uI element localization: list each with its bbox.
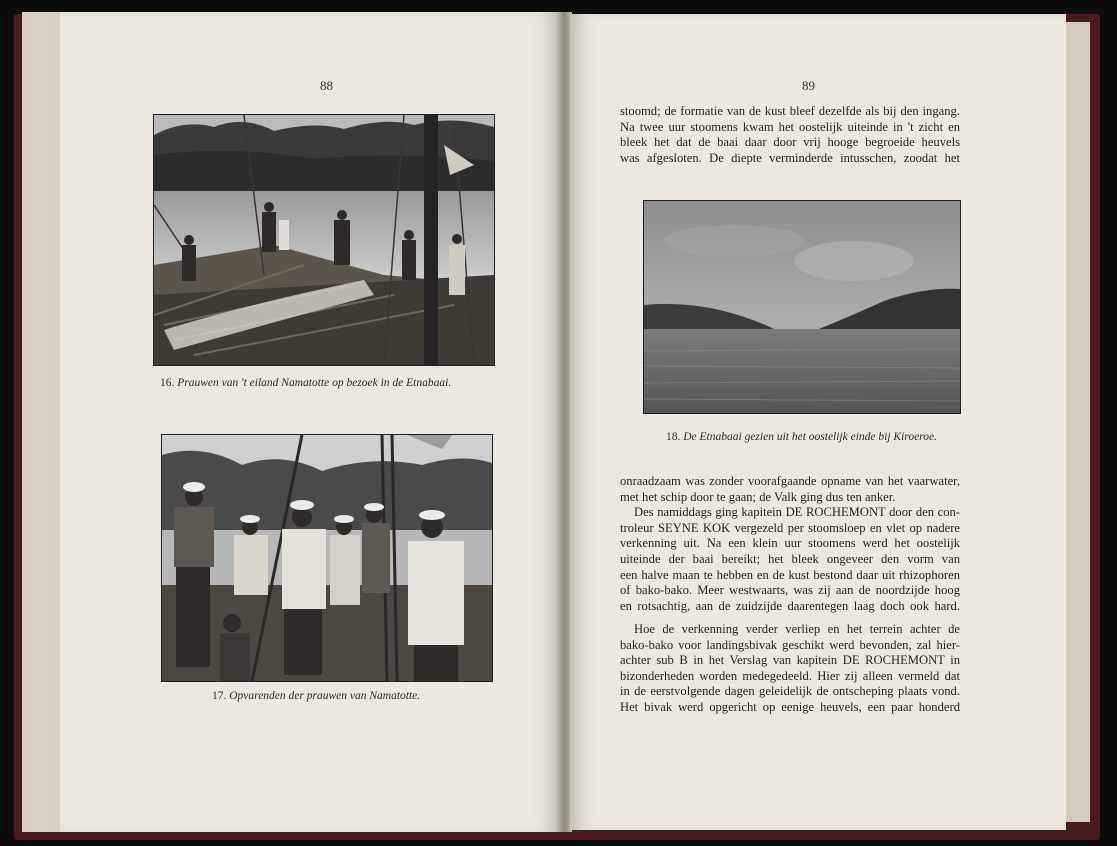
right-page: [570, 14, 1066, 830]
text-line: was afgesloten. De diepte verminderde intusschen, zoodat het: [620, 150, 960, 165]
text-line: Des namiddags ging kapitein DE ROCHEMONT door den con-: [634, 505, 960, 520]
text-line: bizonderheden worden medegedeeld. Hier zij alleen vermeld dat: [620, 668, 960, 683]
text-line: Het bivak werd opgericht op eenige heuvels, een paar honderd: [620, 699, 960, 714]
figure-18-photo: [643, 200, 961, 414]
figure-16-image: [154, 115, 494, 365]
figure-18-caption-text: De Etnabaai gezien uit het oostelijk einde bij Kiroeroe.: [683, 431, 937, 443]
figure-17-caption-text: Opvarenden der prauwen van Namatotte.: [229, 690, 421, 702]
page-number-right: 89: [802, 78, 815, 93]
left-page: [60, 12, 558, 832]
page-edges-right: [1066, 22, 1090, 822]
text-line: verkenning uit. Na een klein uur stoomens werd het oostelijk: [620, 536, 960, 551]
text-line: uiteinde der baai bereikt; het bleek ongeveer den vorm van: [620, 551, 960, 566]
text-line: in de eerstvolgende dagen geleidelijk de ontscheping plaats vond.: [620, 684, 960, 699]
text-line: of bako-bako. Meer westwaarts, was zij aan de noordzijde hoog: [620, 583, 960, 598]
text-line: onraadzaam was zonder voorafgaande opname van het vaarwater,: [620, 474, 960, 488]
text-line: troleur SEYNE KOK vergezeld per stoomsloep en vlet op nadere: [620, 520, 960, 535]
figure-17-photo: [161, 434, 493, 682]
figure-18-image: [644, 201, 960, 413]
figure-16-number: 16.: [160, 377, 175, 389]
text-line: stoomd; de formatie van de kust bleef dezelfde als bij den ingang.: [620, 104, 960, 118]
text-line: Na twee uur stoomens kwam het oostelijk uiteinde in 't zicht en: [620, 119, 960, 134]
figure-16-caption-text: Prauwen van 't eiland Namatotte op bezoek in de Etnabaai.: [177, 377, 452, 389]
figure-16-caption: [160, 377, 451, 389]
figure-17-image: [162, 435, 492, 681]
text-line: bleek het dat de baai daar door vrij hooge begroeide heuvels: [620, 135, 960, 150]
text-line: met het schip door te gaan; de Valk ging dus ten anker.: [620, 489, 896, 504]
page-number-left: 88: [320, 78, 333, 93]
figure-17-number: 17.: [212, 690, 227, 702]
figure-17-caption: [212, 690, 420, 702]
page-edges-left: [22, 12, 62, 832]
text-line: een halve maan te hebben en de kust bestond daar uit rhizophoren: [620, 567, 960, 582]
text-line: en rotsachtig, aan de zuidzijde daarentegen laag doch ook hard.: [620, 598, 960, 613]
paragraph-top: [620, 104, 960, 166]
figure-16-photo: [153, 114, 495, 366]
figure-18-number: 18.: [666, 431, 681, 443]
text-line: achter sub B in het Verslag van kapitein DE ROCHEMONT in: [620, 653, 960, 668]
figure-18-caption: [666, 431, 937, 443]
text-line: Hoe de verkenning verder verliep en het terrein achter de: [634, 622, 960, 636]
paragraph-middle: [620, 474, 960, 614]
text-line: bako-bako voor landingsbivak geschikt werd bevonden, zal hier-: [620, 637, 960, 652]
paragraph-bottom: [620, 622, 960, 716]
